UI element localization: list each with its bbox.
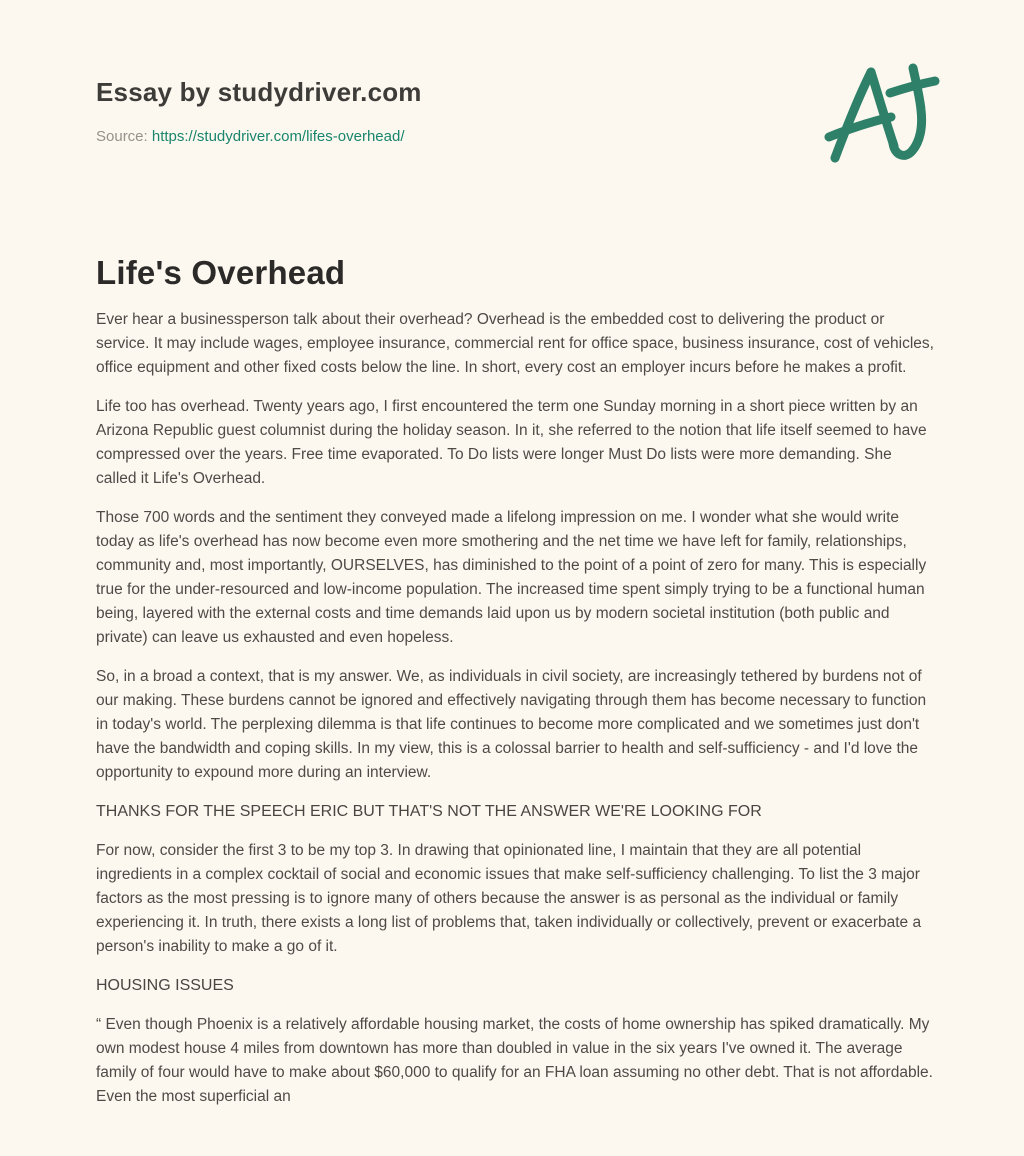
essay-paragraph: For now, consider the first 3 to be my top 3. In drawing that opinionated line, I maintain that they are all potential ingredients in a complex cocktail of social and economic issues that make self-sufficiency challenging. To list the 3 major factors as the most pressing is to ignore many of others because the answer is as personal as the individual or family experiencing it. In truth, there exists a long list of problems that, taken individually or collectively, prevent or exacerbate a person's inability to make a go of it. — [96, 842, 922, 955]
essay-paragraph: So, in a broad a context, that is my answer. We, as individuals in civil society, are increasingly tethered by burdens not of our making. These burdens cannot be ignored and effectively navigating through them has become necessary to function in today's world. The perplexing dilemma is that life continues to become more complicated and we sometimes just don't have the bandwidth and coping skills. In my view, this is a colossal barrier to health and self-sufficiency - and I'd love the opportunity to expound more during an interview. — [96, 668, 927, 781]
source-link[interactable]: https://studydriver.com/lifes-overhead/ — [151, 128, 405, 145]
essay-paragraph: Ever hear a businessperson talk about their overhead? Overhead is the embedded cost to delivering the product or service. It may include wages, employee insurance, commercial rent for office space, business insurance, cost of vehicles, office equipment and other fixed costs below the line. In short, every cost an employer incurs before he makes a profit. — [96, 311, 934, 376]
content-column — [96, 0, 934, 1109]
source-label: Source: — [96, 128, 148, 145]
essay-paragraph: Those 700 words and the sentiment they conveyed made a lifelong impression on me. I wonder what she would write today as life's overhead has now become even more smothering and the net time we have left for family, relationships, community and, most importantly, OURSELVES, has diminished to the point of a point of zero for many. This is especially true for the under-resourced and low-income population. The increased time spent simply trying to be a functional human being, layered with the external costs and time demands laid upon us by modern societal institution (both public and private) can leave us exhausted and even hopeless. — [96, 509, 927, 646]
essay-paragraph: Life too has overhead. Twenty years ago, I first encountered the term one Sunday morning in a short piece written by an Arizona Republic guest columnist during the holiday season. In it, she referred to the notion that life itself seemed to have compressed over the years. Free time evaporated. To Do lists were longer Must Do lists were more demanding. She called it Life's Overhead. — [96, 398, 927, 487]
section-heading: HOUSING ISSUES — [96, 977, 234, 994]
essay-body — [96, 308, 934, 1109]
essay-paragraph: “ Even though Phoenix is a relatively affordable housing market, the costs of home ownership has spiked dramatically. My own modest house 4 miles from downtown has more than doubled in value in the six years I've owned it. The average family of four would have to make about $60,000 to qualify for an FHA loan assuming no other debt. That is not affordable. Even the most superficial an — [96, 1016, 933, 1105]
source-line — [96, 127, 934, 147]
essay-title: Life's Overhead — [96, 254, 346, 291]
site-title: Essay by studydriver.com — [96, 77, 422, 107]
section-heading: THANKS FOR THE SPEECH ERIC BUT THAT'S NOT THE ANSWER WE'RE LOOKING FOR — [96, 803, 762, 820]
